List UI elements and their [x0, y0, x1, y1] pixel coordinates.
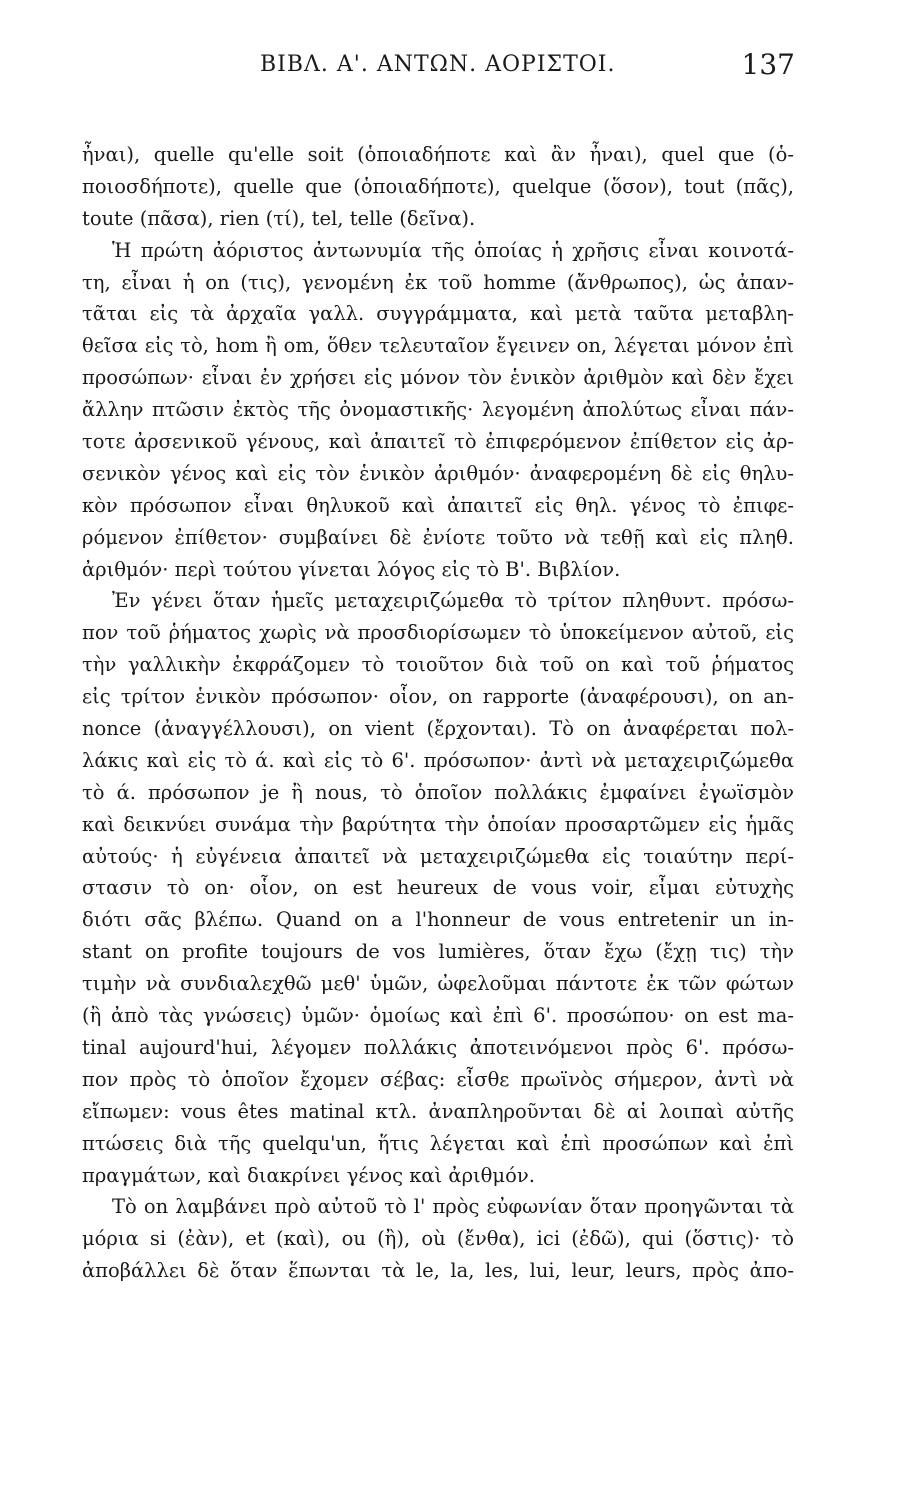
text-line: κὸν πρόσωπον εἶναι θηλυκοῦ καὶ ἀπαιτεῖ εἰς θηλ. γένος τὸ ἐπιφε- — [82, 493, 794, 517]
text-line: τᾶται εἰς τὰ ἀρχαῖα γαλλ. συγγράμματα, καὶ μετὰ ταῦτα μεταβλη- — [82, 302, 794, 326]
page-number: 137 — [741, 48, 795, 81]
text-line: πον τοῦ ῥήματος χωρὶς νὰ προσδιορίσωμεν τὸ ὑποκείμενον αὐτοῦ, εἰς — [82, 621, 794, 645]
text-line: λάκις καὶ εἰς τὸ ά. καὶ εἰς τὸ 6'. πρόσωπον· ἀντὶ νὰ μεταχειριζώμεθα — [82, 748, 794, 772]
text-line: σενικὸν γένος καὶ εἰς τὸν ἑνικὸν ἀριθμόν· ἀναφερομένη δὲ εἰς θηλυ- — [82, 461, 794, 485]
text-line: ἦναι), quelle qu'elle soit (ὁποιαδήποτε καὶ ἂν ἦναι), quel que (ὁ- — [82, 143, 794, 166]
text-line: ἄλλην πτῶσιν ἐκτὸς τῆς ὀνομαστικῆς· λεγομένη ἀπολύτως εἶναι πάν- — [82, 398, 794, 422]
text-line: ποιοσδήποτε), quelle que (ὁποιαδήποτε), quelque (ὅσον), tout (πᾶς), — [82, 174, 794, 198]
book-page — [70, 44, 795, 1464]
text-line: stant on profite toujours de vos lumières, ὅταν ἔχω (ἔχῃ τις) τὴν — [82, 940, 794, 964]
text-line: εἰς τρίτον ἑνικὸν πρόσωπον· οἷον, on rapporte (ἀναφέρουσι), on an- — [82, 685, 794, 709]
text-line: μόρια si (ἐὰν), et (καὶ), ou (ἢ), où (ἔνθα), ici (ἐδῶ), qui (ὅστις)· τὸ — [82, 1227, 794, 1251]
text-line: καὶ δεικνύει συνάμα τὴν βαρύτητα τὴν ὁποίαν προσαρτῶμεν εἰς ἡμᾶς — [82, 812, 794, 836]
running-head — [70, 44, 795, 88]
text-line: πον πρὸς τὸ ὁποῖον ἔχομεν σέβας: εἶσθε πρωϊνὸς σήμερον, ἀντὶ νὰ — [82, 1067, 794, 1091]
text-line: τοτε ἀρσενικοῦ γένους, καὶ ἀπαιτεῖ τὸ ἐπιφερόμενον ἐπίθετον εἰς ἀρ- — [82, 430, 794, 454]
text-line: στασιν τὸ on· οἷον, on est heureux de vous voir, εἶμαι εὐτυχὴς — [82, 876, 794, 900]
text-line: ἀποβάλλει δὲ ὅταν ἕπωνται τὰ le, la, les, lui, leur, leurs, πρὸς ἀπο- — [82, 1259, 794, 1283]
text-line: αὐτούς· ἡ εὐγένεια ἀπαιτεῖ νὰ μεταχειριζώμεθα εἰς τοιαύτην περί- — [82, 844, 794, 868]
body-text — [82, 139, 794, 1287]
text-line: ἀριθμόν· περὶ τούτου γίνεται λόγος εἰς τὸ Β'. Βιβλίον. — [82, 557, 621, 581]
text-line: τη, εἶναι ἡ on (τις), γενομένη ἐκ τοῦ homme (ἄνθρωπος), ὡς ἀπαν- — [82, 270, 794, 294]
text-line: toute (πᾶσα), rien (τί), tel, telle (δεῖνα). — [82, 206, 476, 230]
text-line: Τὸ on λαμβάνει πρὸ αὐτοῦ τὸ l' πρὸς εὐφωνίαν ὅταν προηγῶνται τὰ — [112, 1195, 794, 1219]
text-line: (ἢ ἀπὸ τὰς γνώσεις) ὑμῶν· ὁμοίως καὶ ἐπὶ 6'. προσώπου· on est ma- — [82, 1004, 794, 1028]
text-line: εἴπωμεν: vous êtes matinal κτλ. ἀναπληροῦνται δὲ αἱ λοιπαὶ αὐτῆς — [82, 1099, 794, 1123]
text-line: τιμὴν νὰ συνδιαλεχθῶ μεθ' ὑμῶν, ὠφελοῦμαι πάντοτε ἐκ τῶν φώτων — [82, 972, 794, 996]
text-line: διότι σᾶς βλέπω. Quand on a l'honneur de vous entretenir un in- — [82, 908, 794, 932]
text-line: τὸ ά. πρόσωπον je ἢ nous, τὸ ὁποῖον πολλάκις ἐμφαίνει ἐγωϊσμὸν — [82, 780, 794, 804]
text-line: πραγμάτων, καὶ διακρίνει γένος καὶ ἀριθμόν. — [82, 1163, 535, 1187]
text-line: θεῖσα εἰς τὸ, hom ἢ om, ὅθεν τελευταῖον ἔγεινεν on, λέγεται μόνον ἐπὶ — [82, 334, 794, 358]
text-line: ρόμενον ἐπίθετον· συμβαίνει δὲ ἐνίοτε τοῦτο νὰ τεθῇ καὶ εἰς πληθ. — [82, 525, 794, 549]
text-line: τὴν γαλλικὴν ἐκφράζομεν τὸ τοιοῦτον διὰ τοῦ on καὶ τοῦ ῥήματος — [82, 653, 794, 677]
running-title: ΒΙΒΛ. Α'. ΑΝΤΩΝ. ΑΟΡΙΣΤΟΙ. — [260, 52, 616, 77]
text-line: nonce (ἀναγγέλλουσι), on vient (ἔρχονται). Τὸ on ἀναφέρεται πολ- — [82, 717, 794, 741]
text-line: πτώσεις διὰ τῆς quelqu'un, ἥτις λέγεται καὶ ἐπὶ προσώπων καὶ ἐπὶ — [82, 1131, 794, 1155]
text-line: προσώπων· εἶναι ἐν χρήσει εἰς μόνον τὸν ἑνικὸν ἀριθμὸν καὶ δὲν ἔχει — [82, 366, 794, 390]
text-line: tinal aujourd'hui, λέγομεν πολλάκις ἀποτεινόμενοι πρὸς 6'. πρόσω- — [82, 1035, 794, 1059]
text-line: Ἐν γένει ὅταν ἡμεῖς μεταχειριζώμεθα τὸ τρίτον πληθυντ. πρόσω- — [112, 589, 794, 613]
text-line: Ἡ πρώτη ἀόριστος ἀντωνυμία τῆς ὁποίας ἡ χρῆσις εἶναι κοινοτά- — [112, 238, 794, 262]
